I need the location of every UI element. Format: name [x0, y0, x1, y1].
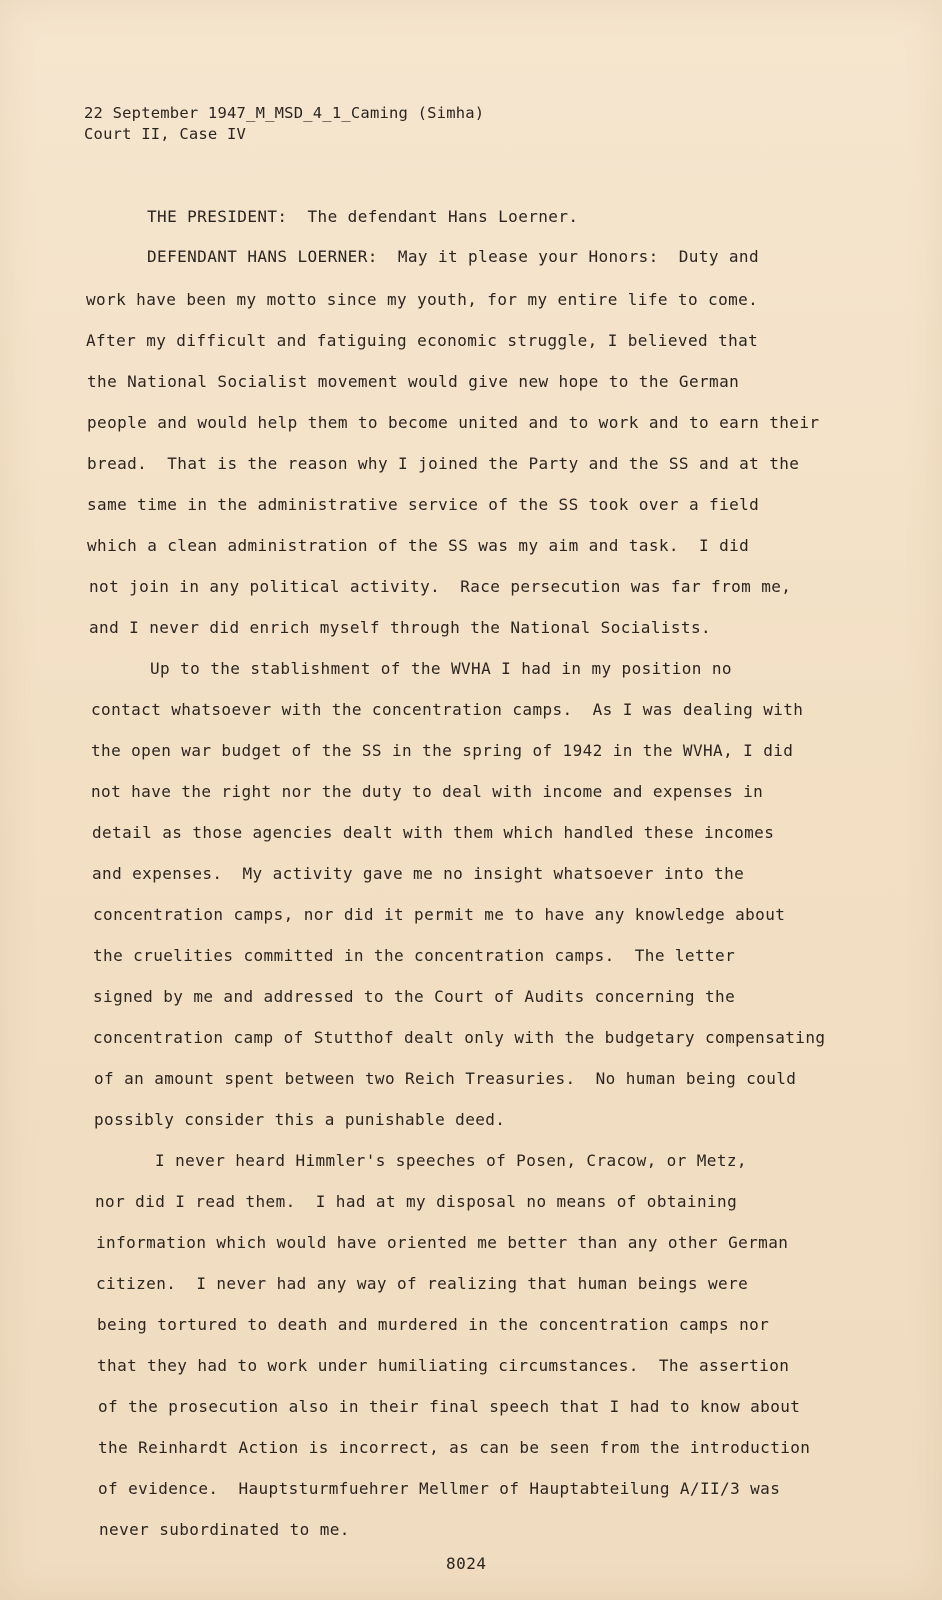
text-line: concentration camp of Stutthof dealt only with the budgetary compensating	[93, 1028, 826, 1047]
text-line: contact whatsoever with the concentration camps. As I was dealing with	[91, 700, 804, 719]
text-line: signed by me and addressed to the Court of Audits concerning the	[93, 987, 736, 1006]
text-line: After my difficult and fatiguing economic struggle, I believed that	[86, 331, 759, 350]
text-line: I never heard Himmler's speeches of Posen, Cracow, or Metz,	[155, 1151, 747, 1170]
text-line: nor did I read them. I had at my disposal no means of obtaining	[95, 1192, 738, 1211]
text-line: people and would help them to become united and to work and to earn their	[87, 413, 820, 432]
text-line: never subordinated to me.	[99, 1520, 350, 1539]
text-line: Up to the stablishment of the WVHA I had in my position no	[150, 659, 732, 678]
header-court-line: Court II, Case IV	[84, 125, 247, 143]
document-header	[84, 103, 484, 145]
text-line: the cruelities committed in the concentration camps. The letter	[93, 946, 736, 965]
text-line: citizen. I never had any way of realizing that human beings were	[96, 1274, 749, 1293]
text-line: work have been my motto since my youth, for my entire life to come.	[86, 290, 759, 309]
text-line: and I never did enrich myself through the National Socialists.	[89, 618, 712, 637]
text-line: detail as those agencies dealt with them which handled these incomes	[92, 823, 775, 842]
page-number: 8024	[446, 1554, 487, 1573]
text-line: and expenses. My activity gave me no insight whatsoever into the	[92, 864, 745, 883]
text-line: not have the right nor the duty to deal with income and expenses in	[91, 782, 764, 801]
text-line: THE PRESIDENT: The defendant Hans Loerner.	[147, 207, 579, 226]
text-line: which a clean administration of the SS was my aim and task. I did	[87, 536, 750, 555]
text-line: of an amount spent between two Reich Treasuries. No human being could	[94, 1069, 797, 1088]
text-line: that they had to work under humiliating circumstances. The assertion	[97, 1356, 790, 1375]
text-line: DEFENDANT HANS LOERNER: May it please your Honors: Duty and	[147, 247, 760, 266]
text-line: possibly consider this a punishable deed.	[94, 1110, 506, 1129]
text-line: of evidence. Hauptsturmfuehrer Mellmer of Hauptabteilung A/II/3 was	[98, 1479, 781, 1498]
text-line: not join in any political activity. Race persecution was far from me,	[89, 577, 792, 596]
text-line: the Reinhardt Action is incorrect, as can be seen from the introduction	[98, 1438, 811, 1457]
text-line: the open war budget of the SS in the spring of 1942 in the WVHA, I did	[91, 741, 794, 760]
text-line: of the prosecution also in their final speech that I had to know about	[98, 1397, 801, 1416]
text-line: the National Socialist movement would give new hope to the German	[87, 372, 740, 391]
text-line: bread. That is the reason why I joined the Party and the SS and at the	[87, 454, 800, 473]
text-line: same time in the administrative service of the SS took over a field	[87, 495, 760, 514]
text-line: concentration camps, nor did it permit me to have any knowledge about	[93, 905, 786, 924]
text-line: information which would have oriented me better than any other German	[96, 1233, 789, 1252]
text-line: being tortured to death and murdered in the concentration camps nor	[97, 1315, 770, 1334]
header-date-line: 22 September 1947_M_MSD_4_1_Caming (Simha)	[84, 104, 485, 122]
